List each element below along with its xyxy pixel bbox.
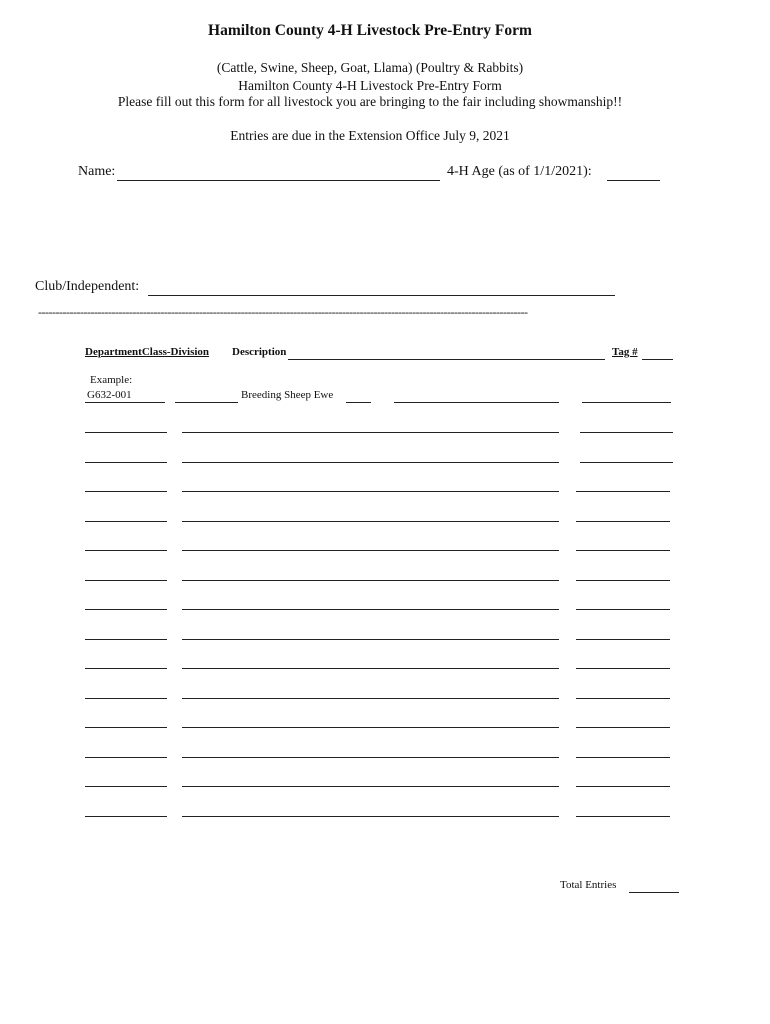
form-title: Hamilton County 4-H Livestock Pre-Entry Form bbox=[208, 22, 532, 39]
column-header-tag: Tag # bbox=[612, 346, 638, 358]
club-label: Club/Independent: bbox=[35, 279, 140, 294]
entry-department-line[interactable] bbox=[85, 639, 167, 640]
due-notice: Entries are due in the Extension Office July 9, 2021 bbox=[230, 128, 510, 143]
entry-tag-line[interactable] bbox=[576, 727, 670, 728]
example-desc-suffix-line bbox=[346, 402, 371, 403]
entry-tag-line[interactable] bbox=[576, 550, 670, 551]
entry-department-line[interactable] bbox=[85, 757, 167, 758]
entry-description-line[interactable] bbox=[182, 609, 559, 610]
entry-department-line[interactable] bbox=[85, 491, 167, 492]
entry-department-line[interactable] bbox=[85, 550, 167, 551]
entry-tag-line[interactable] bbox=[576, 757, 670, 758]
age-label: 4-H Age (as of 1/1/2021): bbox=[447, 164, 592, 179]
age-field-line[interactable] bbox=[607, 180, 660, 181]
club-field-line[interactable] bbox=[148, 295, 615, 296]
entry-department-line[interactable] bbox=[85, 462, 167, 463]
entry-tag-line[interactable] bbox=[580, 432, 673, 433]
entry-tag-line[interactable] bbox=[576, 521, 670, 522]
entry-department-line[interactable] bbox=[85, 816, 167, 817]
entry-description-line[interactable] bbox=[182, 462, 559, 463]
entry-tag-line[interactable] bbox=[576, 580, 670, 581]
entry-description-line[interactable] bbox=[182, 727, 559, 728]
entry-description-line[interactable] bbox=[182, 550, 559, 551]
entry-description-line[interactable] bbox=[182, 521, 559, 522]
column-header-department: DepartmentClass-Division bbox=[85, 346, 210, 358]
entry-tag-line[interactable] bbox=[576, 668, 670, 669]
header-underline bbox=[288, 359, 605, 360]
entry-department-line[interactable] bbox=[85, 432, 167, 433]
entry-department-line[interactable] bbox=[85, 786, 167, 787]
name-field-line[interactable] bbox=[117, 180, 440, 181]
entry-department-line[interactable] bbox=[85, 580, 167, 581]
example-label: Example: bbox=[90, 374, 133, 386]
entry-tag-line[interactable] bbox=[580, 462, 673, 463]
tag-header-underline bbox=[642, 359, 673, 360]
total-entries-label: Total Entries bbox=[560, 879, 617, 891]
entry-tag-line[interactable] bbox=[576, 698, 670, 699]
example-code: G632-001 bbox=[87, 389, 132, 401]
entry-tag-line[interactable] bbox=[576, 639, 670, 640]
entry-tag-line[interactable] bbox=[576, 786, 670, 787]
total-entries-line[interactable] bbox=[629, 892, 679, 893]
entry-description-line[interactable] bbox=[182, 491, 559, 492]
entry-department-line[interactable] bbox=[85, 609, 167, 610]
example-desc-prefix-line bbox=[175, 402, 238, 403]
example-code-underline bbox=[85, 402, 165, 403]
entry-tag-line[interactable] bbox=[576, 491, 670, 492]
column-header-description: Description bbox=[232, 346, 287, 358]
section-divider: -------------------------------------------------------------------------------------------------------------------------------------------- bbox=[38, 305, 528, 319]
entry-description-line[interactable] bbox=[182, 757, 559, 758]
entry-tag-line[interactable] bbox=[576, 609, 670, 610]
example-description: Breeding Sheep Ewe bbox=[241, 389, 334, 401]
form-subtitle: Hamilton County 4-H Livestock Pre-Entry Form bbox=[238, 78, 502, 93]
entry-description-line[interactable] bbox=[182, 698, 559, 699]
entry-description-line[interactable] bbox=[182, 816, 559, 817]
entry-description-line[interactable] bbox=[182, 432, 559, 433]
entry-description-line[interactable] bbox=[182, 786, 559, 787]
example-desc-blank-line bbox=[394, 402, 559, 403]
entry-description-line[interactable] bbox=[182, 639, 559, 640]
name-label: Name: bbox=[78, 164, 116, 179]
entry-department-line[interactable] bbox=[85, 727, 167, 728]
entry-department-line[interactable] bbox=[85, 521, 167, 522]
instructions: Please fill out this form for all livestock you are bringing to the fair including showmanship!! bbox=[117, 94, 623, 109]
entry-description-line[interactable] bbox=[182, 668, 559, 669]
entry-department-line[interactable] bbox=[85, 668, 167, 669]
entry-tag-line[interactable] bbox=[576, 816, 670, 817]
example-tag-line bbox=[582, 402, 671, 403]
species-line: (Cattle, Swine, Sheep, Goat, Llama) (Poultry & Rabbits) bbox=[216, 60, 524, 75]
entry-department-line[interactable] bbox=[85, 698, 167, 699]
entry-description-line[interactable] bbox=[182, 580, 559, 581]
